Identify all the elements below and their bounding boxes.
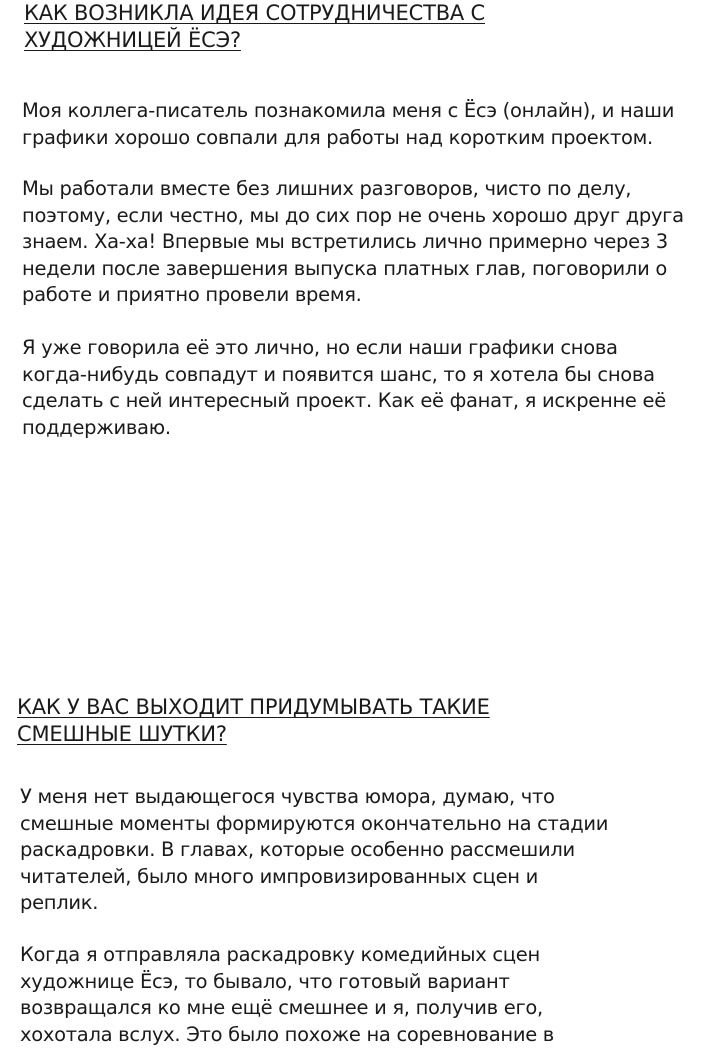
paragraph-line: Моя коллега-писатель познакомила меня с Ёсэ (онлайн), и наши (22, 99, 675, 122)
section-2-title-line: КАК У ВАС ВЫХОДИТ ПРИДУМЫВАТЬ ТАКИЕ (17, 695, 490, 719)
paragraph-line: возвращался ко мне ещё смешнее и я, получив его, (20, 996, 543, 1019)
section-1-title (24, 0, 485, 54)
section-1-paragraph-3 (22, 335, 666, 441)
paragraph-line: работе и приятно провели время. (22, 283, 362, 306)
section-1-paragraph-1 (22, 98, 674, 151)
paragraph-line: художнице Ёсэ, то бывало, что готовый вариант (20, 969, 510, 993)
section-2-paragraph-1 (20, 784, 608, 917)
paragraph-line: недели после завершения выпуска платных глав, поговорили о (22, 256, 667, 280)
paragraph-line: раскадровки. В главах, которые особенно рассмешили (20, 838, 575, 861)
paragraph-line: знаем. Ха-ха! Впервые мы встретились лично примерно через 3 (22, 230, 668, 253)
section-1-paragraph-2 (22, 176, 684, 309)
section-2-paragraph-2 (20, 942, 554, 1048)
paragraph-line: поэтому, если честно, мы до сих пор не очень хорошо друг друга (22, 203, 684, 227)
paragraph-line: Я уже говорила её это лично, но если наши графики снова (22, 336, 618, 359)
section-2-title-line: СМЕШНЫЕ ШУТКИ? (17, 722, 227, 746)
paragraph-line: сделать с ней интересный проект. Как её фанат, я искренне её (22, 389, 666, 412)
paragraph-line: реплик. (20, 891, 99, 914)
section-2-title (17, 694, 490, 748)
paragraph-line: хохотала вслух. Это было похоже на соревнование в (20, 1022, 554, 1046)
section-1-title-line: ХУДОЖНИЦЕЙ ЁСЭ? (24, 28, 241, 52)
paragraph-line: когда-нибудь совпадут и появится шанс, то я хотела бы снова (22, 362, 655, 386)
section-1-title-line: КАК ВОЗНИКЛА ИДЕЯ СОТРУДНИЧЕСТВА С (24, 1, 486, 25)
paragraph-line: поддерживаю. (22, 415, 171, 439)
paragraph-line: смешные моменты формируются окончательно на стадии (20, 811, 609, 835)
paragraph-line: Мы работали вместе без лишних разговоров, чисто по делу, (22, 177, 632, 200)
paragraph-line: Когда я отправляла раскадровку комедийных сцен (20, 943, 540, 966)
paragraph-line: читателей, было много импровизированных сцен и (20, 864, 539, 888)
paragraph-line: У меня нет выдающегося чувства юмора, думаю, что (20, 785, 555, 808)
paragraph-line: графики хорошо совпали для работы над коротким проектом. (22, 125, 653, 149)
